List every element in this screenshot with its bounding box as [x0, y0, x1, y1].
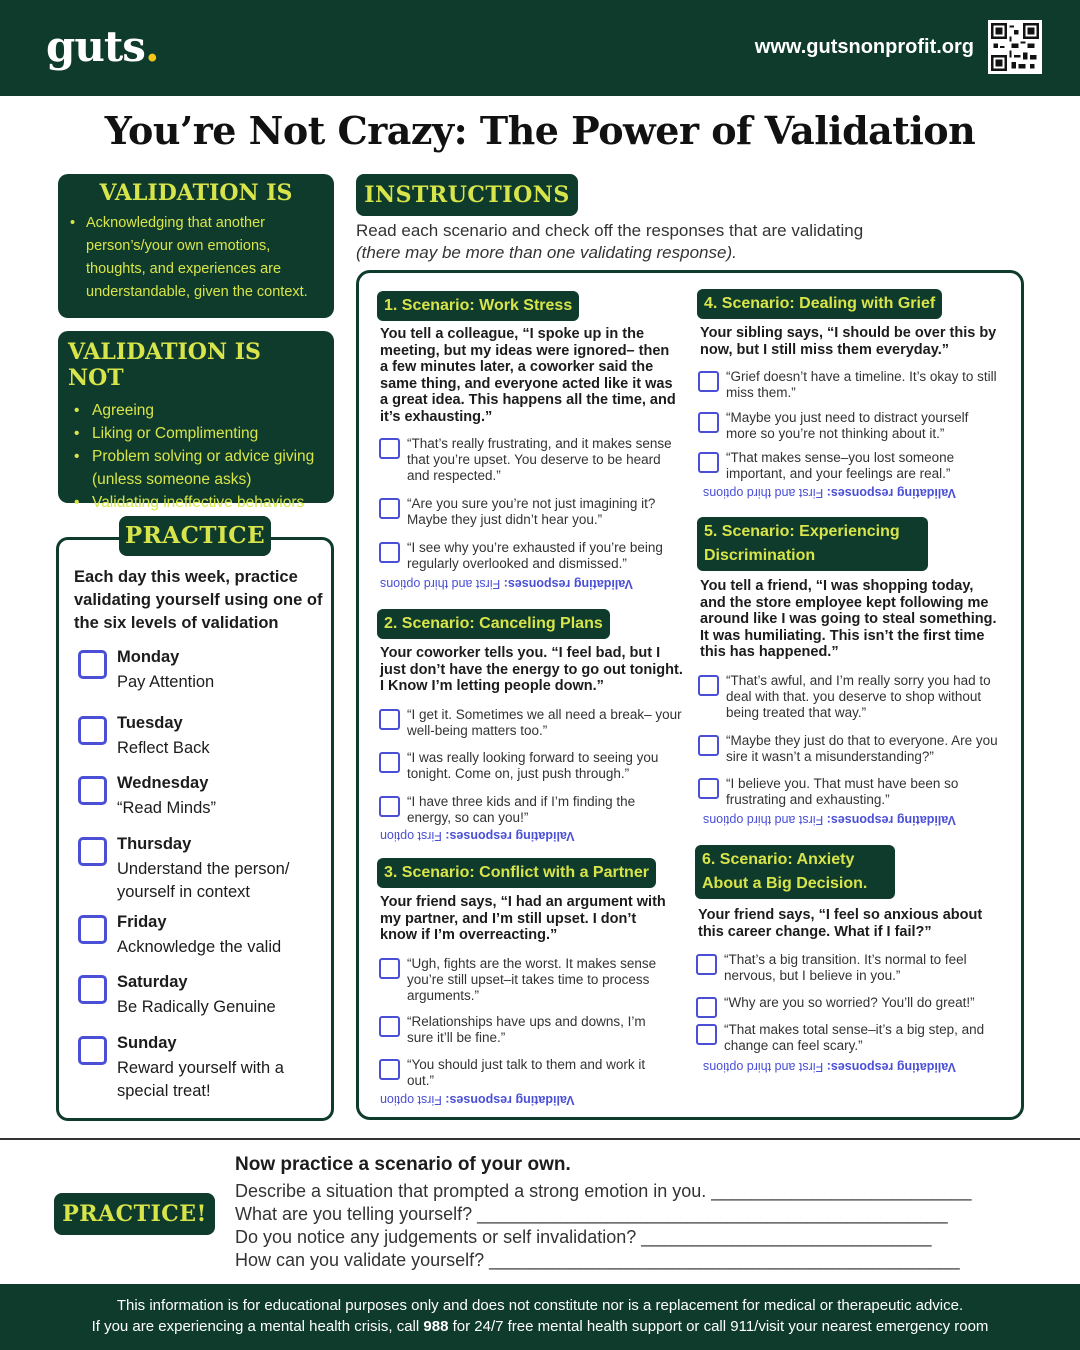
day-checkbox[interactable] [78, 915, 107, 944]
day-desc: Understand the person/ yourself in context [117, 860, 290, 901]
option-checkbox[interactable] [698, 452, 719, 473]
option-checkbox[interactable] [379, 498, 400, 519]
section-divider [0, 1138, 1080, 1140]
day-name: Monday [117, 648, 180, 666]
qr-code-icon [988, 20, 1042, 74]
day-checkbox[interactable] [78, 650, 107, 679]
scenario-2-title: 2. Scenario: Canceling Plans [377, 609, 610, 639]
practice-intro: Each day this week, practice validating yourself using one of the six levels of validation [74, 568, 323, 632]
option-checkbox[interactable] [696, 1024, 717, 1045]
option-text: “That’s awful, and I’m really sorry you had to deal with that. you deserve to shop without being treated that way.” [726, 673, 991, 720]
scenario-4-answer: Validating responses: First and third options [703, 486, 956, 500]
option-text: “Are you sure you’re not just imagining it? Maybe they just didn’t hear you.” [407, 496, 656, 527]
option-text: “Why are you so worried? You’ll do great!” [724, 995, 975, 1010]
practice-own-heading: PRACTICE! [54, 1193, 215, 1235]
scenario-6-prompt: Your friend says, “I feel so anxious about this career change. What if I fail?” [698, 907, 983, 940]
instructions-heading: INSTRUCTIONS [356, 174, 578, 216]
day-checkbox[interactable] [78, 837, 107, 866]
day-checkbox[interactable] [78, 776, 107, 805]
scenario-3-title: 3. Scenario: Conflict with a Partner [377, 858, 656, 888]
option-checkbox[interactable] [698, 371, 719, 392]
own-scenario-line-2[interactable]: What are you telling yourself? _______________________________________________ [235, 1204, 948, 1224]
validation-is-item: • Acknowledging that another person’s/your own emotions, thoughts, and experiences are understandable, given the context. [68, 212, 324, 304]
scenario-6-title: 6. Scenario: Anxiety About a Big Decision. [695, 845, 895, 899]
own-scenario-line-4[interactable]: How can you validate yourself? _______________________________________________ [235, 1250, 960, 1270]
scenario-1-title: 1. Scenario: Work Stress [377, 291, 579, 321]
option-text: “I believe you. That must have been so frustrating and exhausting.” [726, 776, 959, 807]
validation-is-not-item: • Agreeing [68, 399, 324, 422]
validation-is-not-item: • Validating ineffective behaviors [68, 491, 324, 514]
validation-is-not-panel [58, 331, 334, 511]
validation-is-panel [58, 174, 334, 318]
option-checkbox[interactable] [698, 675, 719, 696]
option-text: “I was really looking forward to seeing you tonight. Come on, just push through.” [407, 750, 659, 781]
own-scenario-line-1[interactable]: Describe a situation that prompted a strong emotion in you. __________________________ [235, 1181, 972, 1201]
scenario-1-prompt: You tell a colleague, “I spoke up in the meeting, but my ideas were ignored– then a few minutes later, a coworker said the same thing, and everyone acted like it was a great idea. This happens all the time, and it’s exhausting.” [380, 326, 676, 425]
option-text: “That makes sense–you lost someone important, and your feelings are real.” [726, 450, 955, 481]
scenario-5-answer: Validating responses: First and third options [703, 813, 956, 827]
own-scenario-title: Now practice a scenario of your own. [235, 1154, 571, 1175]
option-checkbox[interactable] [698, 735, 719, 756]
day-desc: “Read Minds” [117, 799, 217, 817]
option-checkbox[interactable] [379, 796, 400, 817]
option-text: “Ugh, fights are the worst. It makes sense you’re still upset–it takes time to process arguments.” [407, 956, 657, 1003]
validation-is-not-heading: VALIDATION IS NOT [68, 339, 261, 391]
scenario-2-prompt: Your coworker tells you. “I feel bad, but I just don’t have the energy to go out tonight. I Know I’m letting people down.” [380, 645, 683, 694]
footer-line-2: If you are experiencing a mental health crisis, call 988 for 24/7 free mental health support or call 911/visit your nearest emergency room [91, 1318, 989, 1335]
scenario-2-answer: Validating responses: First option [380, 829, 575, 843]
day-name: Thursday [117, 835, 192, 853]
option-checkbox[interactable] [698, 778, 719, 799]
option-text: “I have three kids and if I’m finding the energy, so can you!” [407, 794, 636, 825]
option-text: “That’s a big transition. It’s normal to feel nervous, but I believe in you.” [724, 952, 967, 983]
page-title: You’re Not Crazy: The Power of Validation [104, 108, 976, 153]
option-checkbox[interactable] [379, 709, 400, 730]
instructions-note: (there may be more than one validating response). [356, 243, 737, 262]
scenario-6-answer: Validating responses: First and third options [703, 1060, 956, 1074]
day-name: Sunday [117, 1034, 177, 1052]
validation-is-heading: VALIDATION IS [99, 180, 293, 206]
day-checkbox[interactable] [78, 716, 107, 745]
scenario-3-answer: Validating responses: First option [380, 1093, 575, 1107]
day-desc: Reflect Back [117, 739, 210, 757]
instructions-text [356, 220, 1036, 264]
day-desc: Reward yourself with a special treat! [117, 1059, 284, 1100]
day-checkbox[interactable] [78, 1036, 107, 1065]
option-text: “I see why you’re exhausted if you’re being regularly overlooked and dismissed.” [407, 540, 663, 571]
practice-heading: PRACTICE [119, 516, 271, 556]
option-checkbox[interactable] [379, 1059, 400, 1080]
scenario-5-prompt: You tell a friend, “I was shopping today, and the store employee kept following me around like I was going to steal something. It was humiliating. This isn’t the first time this has happened.” [700, 578, 997, 660]
option-checkbox[interactable] [696, 997, 717, 1018]
day-name: Tuesday [117, 714, 183, 732]
option-checkbox[interactable] [698, 412, 719, 433]
option-text: “You should just talk to them and work it out.” [407, 1057, 646, 1088]
scenario-5-title: 5. Scenario: Experiencing Discrimination [697, 517, 928, 571]
own-scenario-line-3[interactable]: Do you notice any judgements or self invalidation? _____________________________ [235, 1227, 932, 1247]
option-checkbox[interactable] [379, 542, 400, 563]
footer-disclaimer [0, 1284, 1080, 1350]
validation-is-not-item: • Problem solving or advice giving (unless someone asks) [68, 445, 324, 491]
day-checkbox[interactable] [78, 975, 107, 1004]
day-desc: Be Radically Genuine [117, 998, 276, 1016]
scenario-4-prompt: Your sibling says, “I should be over this by now, but I still miss them everyday.” [700, 325, 997, 358]
option-checkbox[interactable] [379, 1016, 400, 1037]
option-text: “That’s really frustrating, and it makes sense that you’re upset. You deserve to be heard and respected.” [407, 436, 672, 483]
crisis-number: 988 [423, 1318, 449, 1335]
option-text: “Maybe they just do that to everyone. Are you sire it wasn’t a misunderstanding?” [726, 733, 998, 764]
validation-is-not-item: • Liking or Complimenting [68, 422, 324, 445]
option-text: “Maybe you just need to distract yourself more so you’re not thinking about it.” [726, 410, 969, 441]
option-text: “I get it. Sometimes we all need a break– your well-being matters too.” [407, 707, 682, 738]
option-checkbox[interactable] [379, 752, 400, 773]
scenario-1-answer: Validating responses: First and third options [380, 577, 633, 591]
scenario-3-prompt: Your friend says, “I had an argument with my partner, and I’m still upset. I don’t know if I’m overreacting.” [380, 894, 666, 943]
day-name: Wednesday [117, 774, 209, 792]
day-name: Friday [117, 913, 167, 931]
day-name: Saturday [117, 973, 188, 991]
option-checkbox[interactable] [379, 438, 400, 459]
option-text: “That makes total sense–it’s a big step, and change can feel scary.” [724, 1022, 985, 1053]
day-desc: Pay Attention [117, 673, 215, 691]
option-text: “Grief doesn’t have a timeline. It’s okay to still miss them.” [726, 369, 997, 400]
option-checkbox[interactable] [696, 954, 717, 975]
option-text: “Relationships have ups and downs, I’m sure it’ll be fine.” [407, 1014, 646, 1045]
website-link[interactable]: www.gutsnonprofit.org [754, 36, 974, 58]
header-bar [0, 0, 1080, 96]
option-checkbox[interactable] [379, 958, 400, 979]
scenario-4-title: 4. Scenario: Dealing with Grief [697, 289, 942, 319]
day-desc: Acknowledge the valid [117, 938, 282, 956]
footer-line-1: This information is for educational purposes only and does not constitute nor is a replacement for medical or therapeutic advice. [116, 1297, 964, 1314]
instructions-main: Read each scenario and check off the responses that are validating [356, 221, 864, 240]
guts-logo[interactable]: guts. [46, 22, 159, 71]
